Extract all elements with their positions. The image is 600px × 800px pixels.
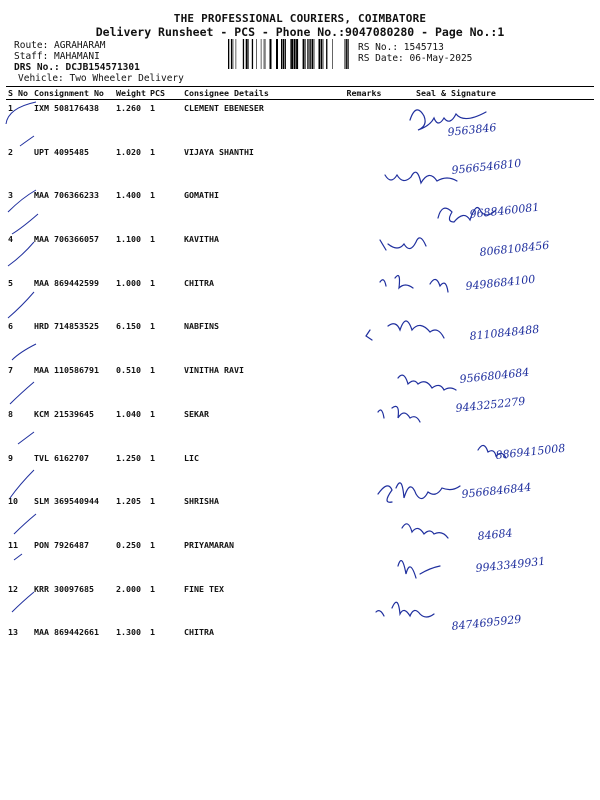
row-sno: 12 [8,583,18,594]
row-remarks [336,318,392,362]
barcode-bar [261,39,262,69]
barcode-bar [281,39,282,69]
row-sno: 7 [8,365,13,376]
table-row [6,624,594,668]
row-sno: 6 [8,321,13,332]
signature-cell [392,450,594,494]
signature-cell [392,272,594,319]
row-weight: 1.205 [116,496,141,507]
row-sno: 2 [8,146,13,157]
drs-number: DRS No.: DCJB154571301 [14,62,140,73]
handwritten-phone-number: 8474695929 [450,612,522,633]
barcode-bar [248,39,249,69]
barcode-bar [314,39,315,69]
consignee-name: SHRISHA [184,496,219,507]
handwritten-phone-number: 8869415008 [494,441,566,462]
consignment-number: MAA 706366057 [34,234,99,245]
row-remarks [336,493,392,537]
vehicle-label: Vehicle: Two Wheeler Delivery [18,73,184,84]
row-remarks [336,537,392,581]
table-row [6,100,594,144]
signature-cell [392,362,594,406]
row-weight: 1.250 [116,452,141,463]
row-remarks [336,624,392,668]
row-remarks [336,406,392,450]
col-consignment-header: Consignment No [32,87,114,100]
row-pcs: 1 [150,365,155,376]
row-sno: 9 [8,452,13,463]
row-weight: 1.040 [116,408,141,419]
row-pcs: 1 [150,190,155,201]
barcode-bar [309,39,310,69]
signature-cell [392,187,594,231]
row-pcs: 1 [150,321,155,332]
row-sno: 13 [8,627,18,638]
row-remarks [336,450,392,494]
barcode-bar [323,39,324,69]
table-row [6,144,594,188]
handwritten-phone-number: 84684 [476,526,514,543]
barcode-bar [252,39,253,69]
consignee-name: SEKAR [184,408,209,419]
barcode-bar [228,39,229,69]
handwritten-phone-number: 9943349931 [474,554,546,575]
consignment-number: MAA 110586791 [34,365,99,376]
barcode-bar [231,39,232,69]
handwritten-phone-number: 9566546810 [450,156,522,177]
row-sno: 10 [8,496,18,507]
barcode-bar [310,39,311,69]
barcode-image [228,39,349,69]
consignment-number: TVL 6162707 [34,452,89,463]
handwritten-phone-number: 9566846844 [460,480,532,501]
table-row [6,318,594,362]
barcode-bar [346,39,347,69]
row-sno: 5 [8,277,13,288]
barcode-bar [326,39,327,69]
consignment-number: MAA 869442599 [34,277,99,288]
barcode-bar [321,39,322,69]
consignment-number: SLM 369540944 [34,496,99,507]
barcode-bar [270,39,272,69]
table-row [6,537,594,581]
consignment-number: MAA 706366233 [34,190,99,201]
consignee-name: VIJAYA SHANTHI [184,146,254,157]
table-row [6,406,594,450]
row-pcs: 1 [150,408,155,419]
col-pcs-header: PCS [148,87,182,100]
consignment-number: PON 7926487 [34,539,89,550]
route-label: Route: AGRAHARAM [14,40,106,51]
table-header-row [6,87,594,100]
handwritten-phone-number: 9443252279 [454,394,526,415]
consignee-name: LIC [184,452,199,463]
row-remarks [336,187,392,231]
runsheet-table [6,86,594,668]
signature-cell [392,581,594,625]
rs-number: RS No.: 1545713 [358,42,444,53]
barcode-bar [319,39,321,69]
consignment-number: KCM 21539645 [34,408,94,419]
barcode-bar [303,39,305,69]
barcode-bar [347,39,348,69]
row-pcs: 1 [150,103,155,113]
consignment-number: HRD 714853525 [34,321,99,332]
signature-cell [392,318,594,362]
table-row [6,493,594,537]
row-pcs: 1 [150,496,155,507]
consignee-name: PRIYAMARAN [184,539,234,550]
barcode-bar [291,39,293,69]
row-weight: 1.100 [116,234,141,245]
consignment-number: KRR 30097685 [34,583,94,594]
signature-cell [392,624,594,668]
handwritten-phone-number: 9566804684 [458,365,530,386]
rs-date: RS Date: 06-May-2025 [358,53,473,64]
row-pcs: 1 [150,234,155,245]
barcode-bar [236,39,237,69]
signature-cell [392,537,594,581]
row-remarks [336,581,392,625]
table-row [6,275,594,319]
consignee-name: CLEMENT EBENESER [184,103,264,113]
handwritten-phone-number: 9688460081 [468,200,540,221]
col-sno-header: S No [6,87,32,100]
signature-cell [392,231,594,275]
table-row [6,231,594,275]
handwritten-phone-number: 8110848488 [468,322,540,343]
row-sno: 8 [8,408,13,419]
row-remarks [336,362,392,406]
consignee-name: NABFINS [184,321,219,332]
table-row [6,187,594,231]
consignee-name: CHITRA [184,277,214,288]
barcode-bar [285,39,286,69]
row-sno: 11 [8,539,18,550]
barcode-bar [264,39,265,69]
row-sno: 1 [8,103,13,113]
col-remarks-header: Remarks [336,87,392,100]
consignee-name: KAVITHA [184,234,219,245]
barcode-bar [246,39,248,69]
col-consignee-header: Consignee Details [182,87,336,100]
row-weight: 6.150 [116,321,141,332]
row-remarks [336,144,392,188]
row-pcs: 1 [150,583,155,594]
row-pcs: 1 [150,146,155,157]
barcode-bar [307,39,308,69]
barcode-bar [305,39,306,69]
staff-label: Staff: MAHAMANI [14,51,100,62]
consignee-name: FINE TEX [184,583,224,594]
row-weight: 1.300 [116,627,141,638]
barcode-bar [294,39,296,69]
barcode-bar [243,39,244,69]
col-weight-header: Weight [114,87,148,100]
barcode-bar [256,39,257,69]
row-sno: 3 [8,190,13,201]
barcode-bar [233,39,234,69]
signature-cell [392,100,594,144]
consignee-name: CHITRA [184,627,214,638]
document-subtitle: Delivery Runsheet - PCS - Phone No.:9047080280 - Page No.:1 [95,25,505,39]
barcode-bar [283,39,284,69]
signature-cell [392,406,594,450]
consignment-number: MAA 869442661 [34,627,99,638]
consignee-name: GOMATHI [184,190,219,201]
row-pcs: 1 [150,452,155,463]
row-weight: 0.250 [116,539,141,550]
handwritten-phone-number: 9563846 [446,120,498,139]
table-row [6,581,594,625]
document-title: THE PROFESSIONAL COURIERS, COIMBATORE [173,12,427,25]
signature-cell [392,493,594,537]
row-pcs: 1 [150,627,155,638]
row-weight: 1.400 [116,190,141,201]
row-weight: 1.000 [116,277,141,288]
row-pcs: 1 [150,539,155,550]
signature-cell [392,144,594,188]
handwritten-phone-number: 8068108456 [478,238,550,259]
row-weight: 1.260 [116,103,141,113]
consignment-number: UPT 4095485 [34,146,89,157]
barcode-bar [276,39,278,69]
barcode-bar [312,39,313,69]
table-row [6,362,594,406]
barcode-bar [332,39,333,69]
barcode-bar [296,39,298,69]
handwritten-phone-number: 9498684100 [464,272,536,293]
row-remarks [336,231,392,275]
row-remarks [336,100,392,144]
barcode-bar [345,39,346,69]
row-weight: 2.000 [116,583,141,594]
barcode-bar [290,39,291,69]
row-weight: 1.020 [116,146,141,157]
table-row [6,450,594,494]
row-remarks [336,275,392,319]
col-signature-header: Seal & Signature [392,87,594,100]
row-pcs: 1 [150,277,155,288]
row-weight: 0.510 [116,365,141,376]
row-sno: 4 [8,234,13,245]
consignee-name: VINITHA RAVI [184,365,244,376]
consignment-number: IXM 508176438 [34,103,99,113]
barcode-bar [265,39,266,69]
